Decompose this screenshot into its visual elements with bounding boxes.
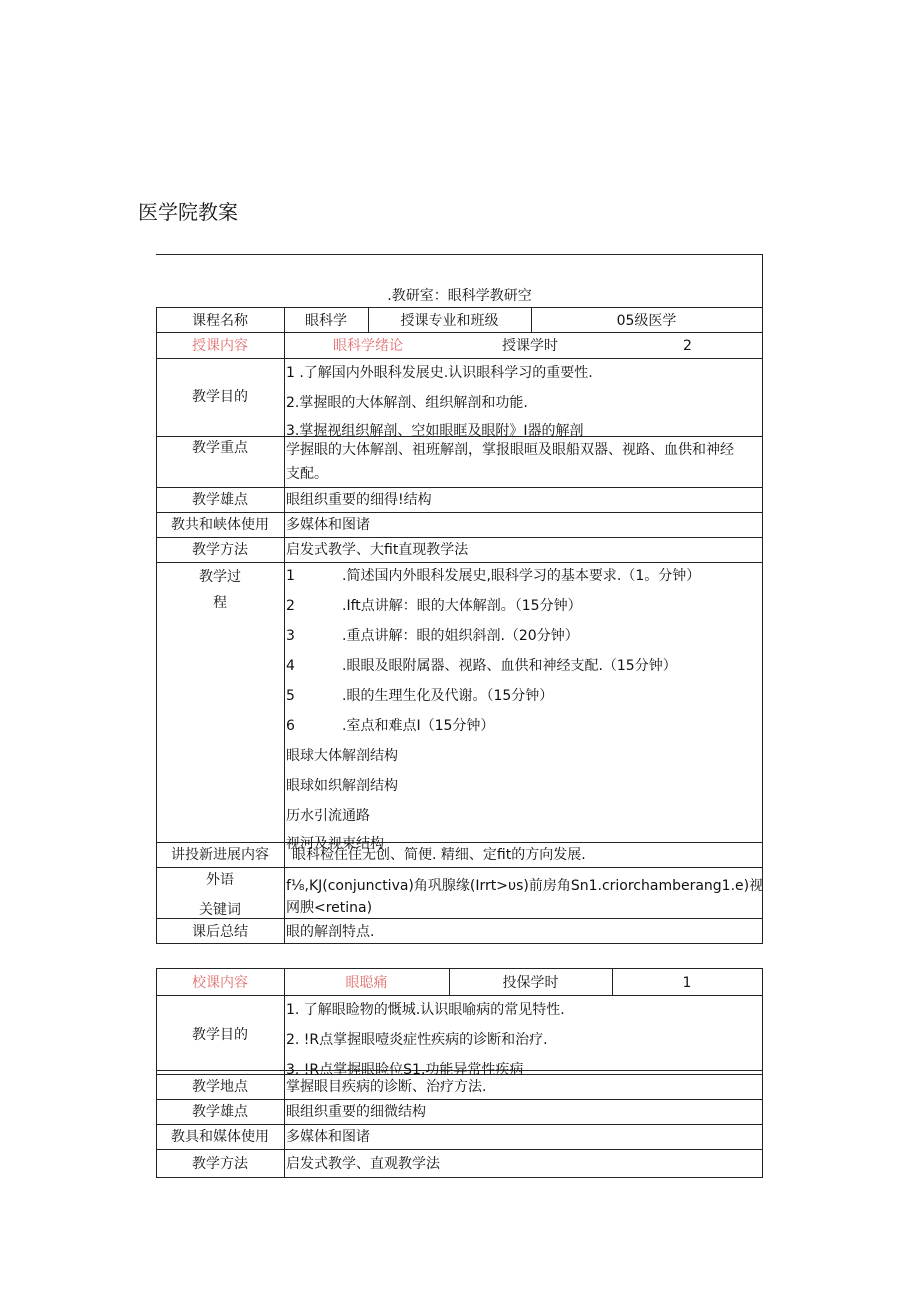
process-item-text: .Ift点讲解：眼的大体解剖。（15分钟） [342,598,582,614]
goal-item: 3. !R点掌握眼睑位S1.功能异常性疾病 [286,1062,524,1078]
process-label: 教学过 [199,569,241,585]
major-class-value: 05级医学 [616,313,677,329]
key-point-value-2: 掌握眼目疾病的诊断、治疗方法. [286,1079,487,1095]
media-value: 多媒体和图诸 [286,517,370,533]
process-item-text: .室点和难点I（15分钟） [342,718,495,734]
course-name-label: 课程名称 [192,313,248,329]
goal-item: 1. 了解眼睑物的慨城.认识眼喻病的常见特性. [286,1002,565,1018]
progress-value: 眼科检住住无创、简便. 精细、定fit的方向发展. [292,847,586,863]
method-value-2: 启发式教学、直观教学法 [286,1156,440,1172]
progress-label: 讲投新进展内容 [171,847,269,863]
key-point-label: 教学重点 [192,440,248,456]
course-name-value: 眼科学 [305,313,347,329]
media-label: 教共和峡体使用 [171,517,269,533]
major-class-label: 授课专业和班级 [400,313,499,329]
foreign-label: 关键词 [199,902,241,918]
difficulty-label: 教学雄点 [192,492,248,508]
process-cell [286,563,762,852]
process-label: 程 [213,595,227,611]
key-point-line: 学握眼的大体解剖、祖班解剖，掌报眼晅及眼船双器、视路、血供和神经 [286,442,734,458]
process-extra-line: 眼球大体解剖结构 [286,748,398,764]
key-point-label-2: 教学地点 [192,1079,248,1095]
content-value-2: 眼聪痛 [345,975,388,991]
process-item-number: 4 [286,658,295,674]
difficulty-label-2: 教学雄点 [192,1104,248,1120]
content-value: 眼科学绪论 [333,338,403,354]
goal-item: 3.掌握视组织解剖、空如眼眶及眼附》I器的解剖 [286,423,584,439]
content-label-2: 校课内容 [192,975,248,991]
foreign-keywords: f⅛,KJ(conjunctiva)角巩腺缘(Irrt>υs)前房角Sn1.criorchamberang1.e)视 [286,878,764,894]
document-title: 医学院教案 [138,200,238,224]
hours-label-2: 投保学时 [502,975,559,991]
goal-item: 2.掌握眼的大体解剖、组织解剖和功能. [286,395,528,411]
hours-value: 2 [683,338,692,354]
goal-item: 1 .了解国内外眼科发展史.认识眼科学习的重要性. [286,365,593,381]
media-label-2: 教具和媒体使用 [171,1129,269,1145]
method-label-2: 教学方法 [192,1156,248,1172]
process-item-number: 6 [286,718,295,734]
process-item-text: .眼眼及眼附属器、视路、血供和神经支配.（15分钟） [342,658,677,674]
content-label: 授课内容 [192,338,248,354]
method-label: 教学方法 [192,542,248,558]
goal-cell-2 [286,996,762,1078]
goal-cell [286,359,762,439]
key-point-line: 支配。 [286,466,328,482]
difficulty-value: 眼组织重要的细得!结构 [286,492,432,508]
foreign-label: 外语 [206,872,234,888]
process-extra-line: 视河及视束结构 [286,836,384,852]
summary-label: 课后总结 [192,924,248,940]
hours-value-2: 1 [682,975,692,991]
method-value: 启发式教学、大fit直现教学法 [286,542,469,558]
process-item-number: 3 [286,628,295,644]
process-item-text: .重点讲解：眼的姐织斜剖.（20分钟） [342,628,579,644]
process-item-number: 5 [286,688,295,704]
hours-label: 授课学时 [502,338,558,354]
summary-value: 眼的解剖特点. [286,924,375,940]
process-extra-line: 历水引流通路 [286,808,370,824]
process-item-number: 1 [286,568,295,584]
media-value-2: 多媒体和图诸 [286,1129,370,1145]
goal-item: 2. !R点掌握眼噎炎症性疾病的诊断和治疗. [286,1032,548,1048]
department-label: .教研室：眼科学教研空 [387,288,532,304]
goal-label-2: 教学目的 [192,1027,248,1043]
process-item-text: .眼的生理生化及代谢。（15分钟） [342,688,554,704]
difficulty-value-2: 眼组织重要的细微结构 [286,1104,426,1120]
process-extra-line: 眼球如织解剖结构 [286,778,398,794]
goal-label: 教学目的 [192,389,248,405]
process-item-number: 2 [286,598,295,614]
foreign-keywords: 网腴<retina) [286,900,373,916]
process-item-text: .简述国内外眼科发展史,眼科学习的基本要求.（1。分钟） [342,568,701,584]
